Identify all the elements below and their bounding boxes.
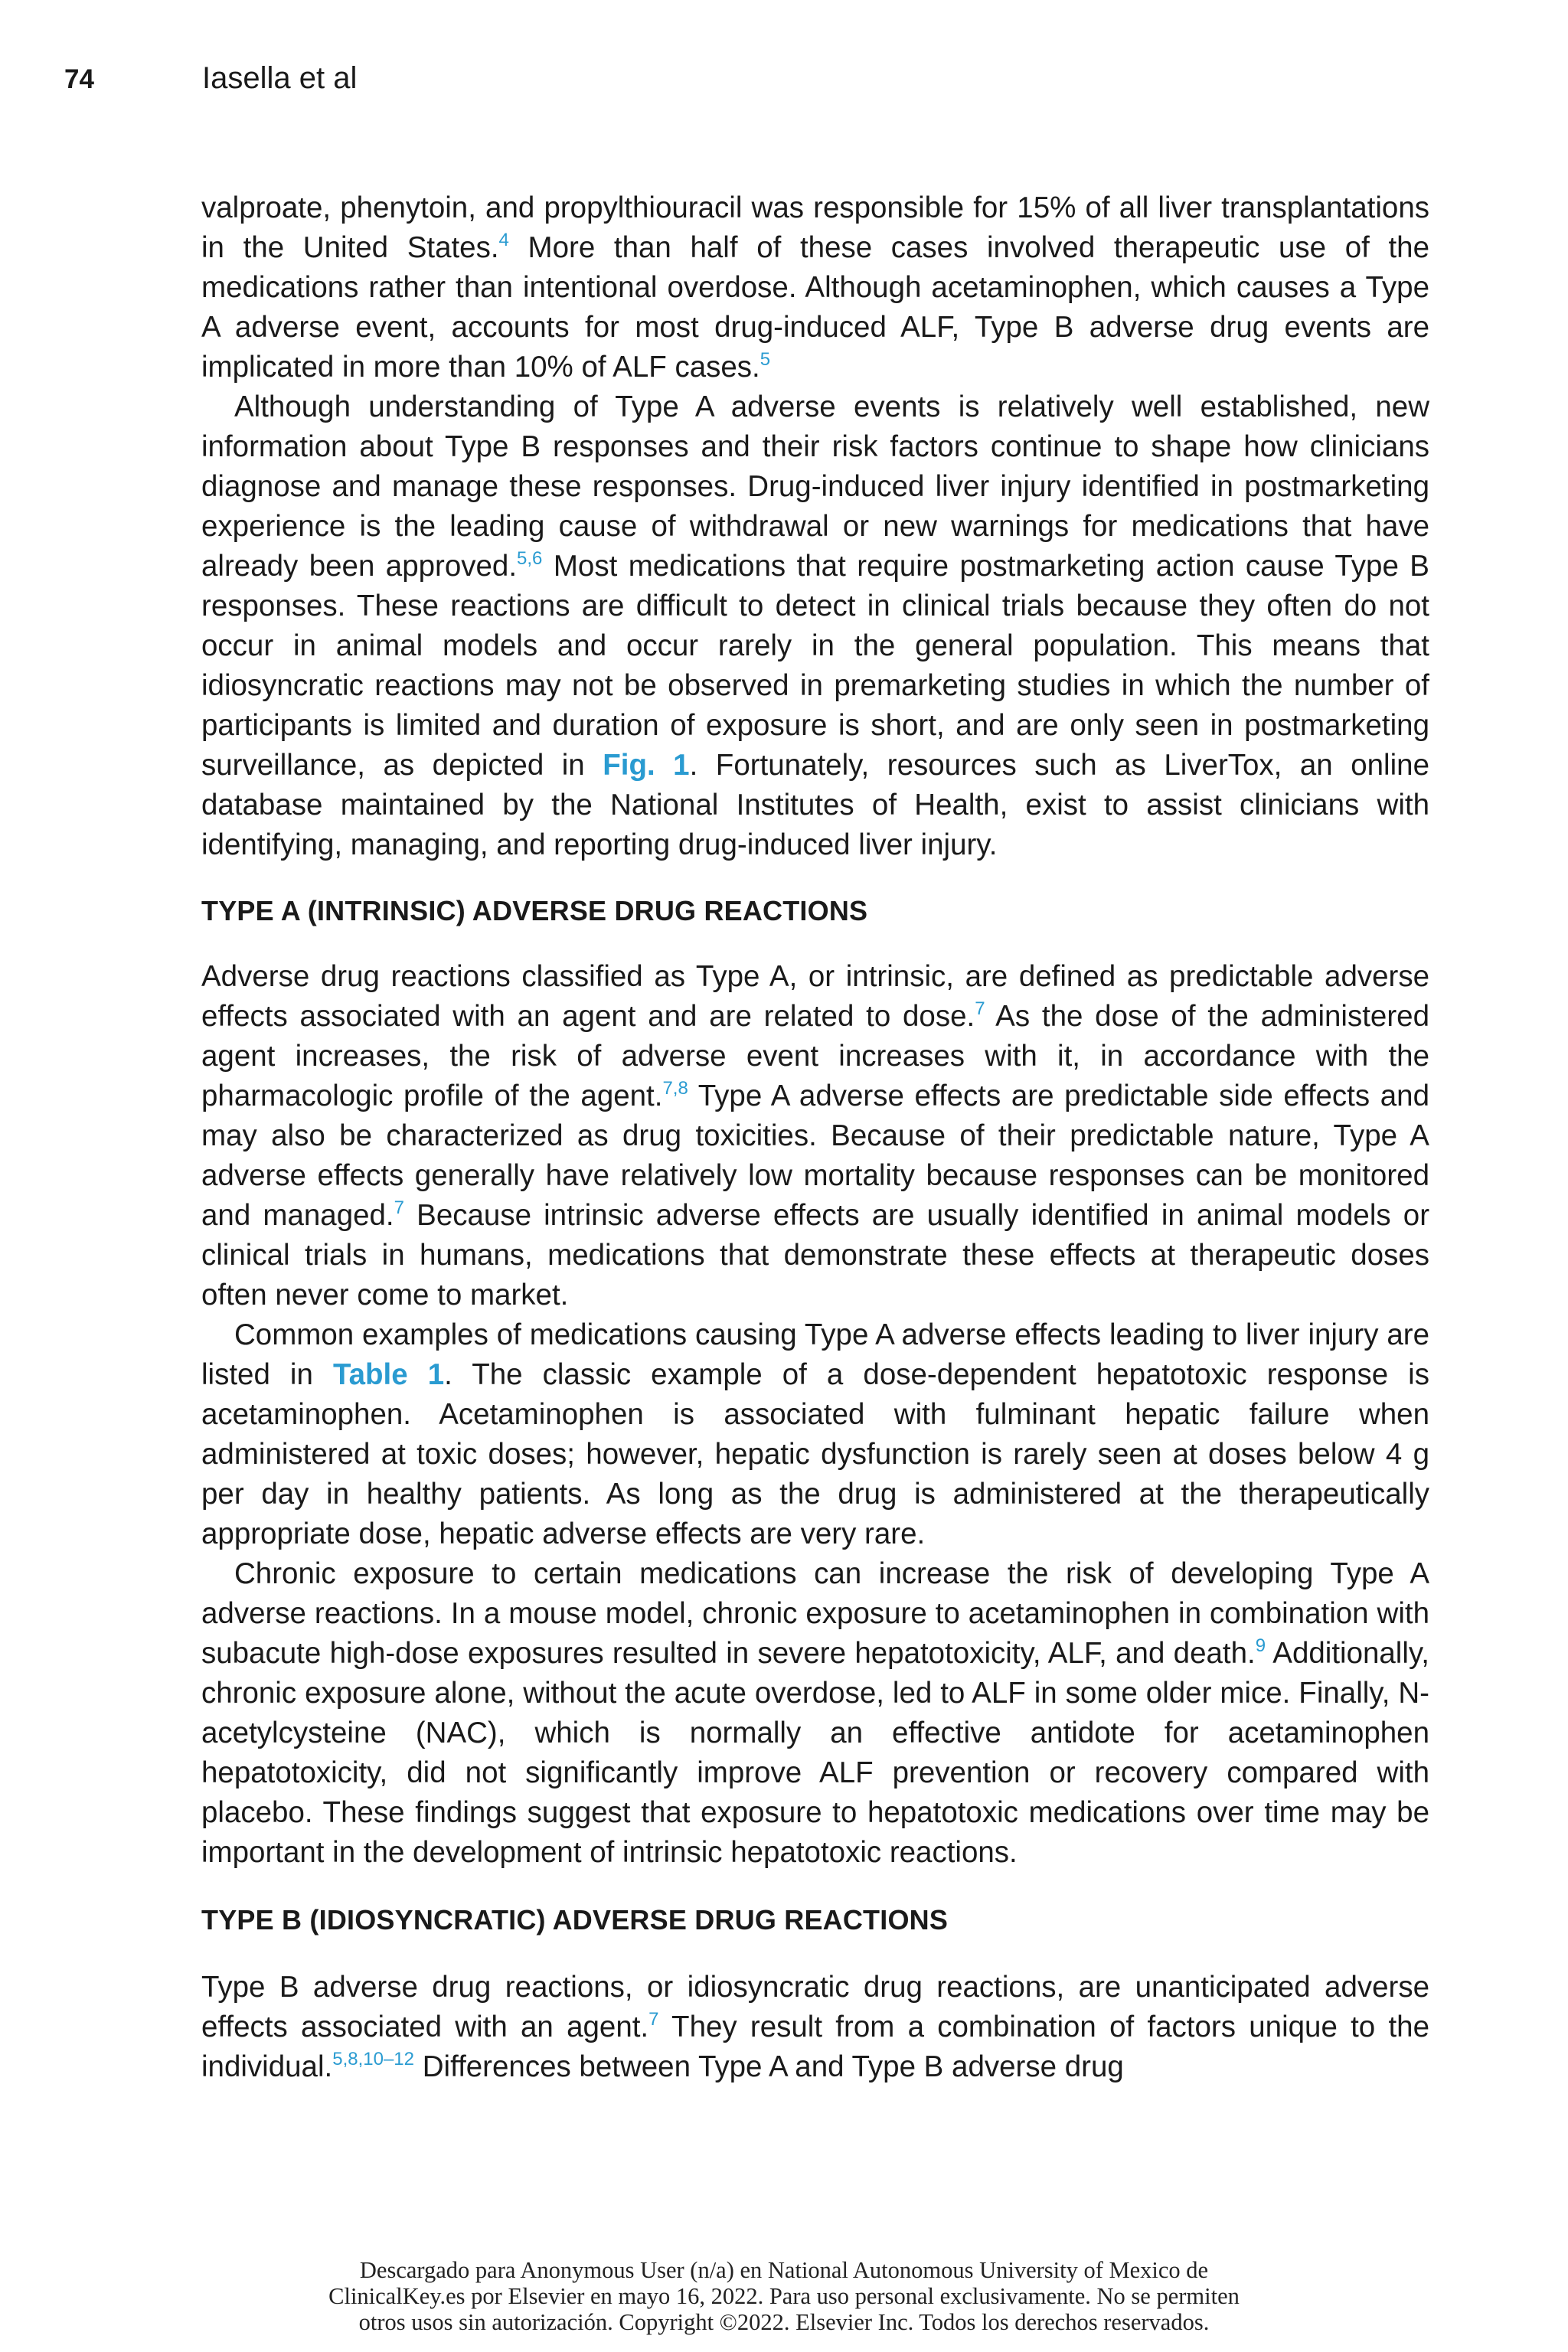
citation-ref[interactable]: 7 (648, 2009, 659, 2030)
download-notice-line: otros usos sin autorización. Copyright ©2022. Elsevier Inc. Todos los derechos reservados. (358, 2309, 1210, 2335)
download-notice-line: Descargado para Anonymous User (n/a) en National Autonomous University of Mexico de (359, 2257, 1209, 2283)
citation-ref[interactable]: 5,6 (517, 548, 543, 570)
citation-ref[interactable]: 5 (760, 349, 771, 371)
table-link[interactable]: Table 1 (332, 1358, 445, 1391)
citation-ref[interactable]: 7,8 (662, 1078, 688, 1099)
paragraph-2: Although understanding of Type A adverse events is relatively well established, new information about Type B responses and their risk factors continue to shape how clinicians diagnose and manage these responses. Drug-induced liver injury identified in postmarketing experience is the leading cause of withdrawal or new warnings for medications that have already been approved.$^{5,6}$ Most medications that require postmarketing action cause Type B responses. These reactions are difficult to detect in clinical trials because they often do not occur in animal models and occur rarely in the general population. This means that idiosyncratic reactions may not be observed in premarketing studies in which the number of participants is limited and duration of exposure is short, and are only seen in postmarketing surveillance, as depicted in Fig. 1. Fortunately, resources such as LiverTox, an online database maintained by the National Institutes of Health, exist to assist clinicians with identifying, managing, and reporting drug-induced liver injury. (201, 390, 1429, 861)
running-head: Iasella et al (202, 61, 358, 95)
citation-ref[interactable]: 4 (498, 230, 509, 251)
citation-ref[interactable]: 9 (1255, 1635, 1266, 1657)
article-body (201, 188, 1429, 2087)
citation-ref[interactable]: 7 (975, 998, 985, 1020)
citation-ref[interactable]: 5,8,10–12 (332, 2049, 415, 2070)
download-notice (0, 2257, 1568, 2335)
section-heading-type-b: TYPE B (IDIOSYNCRATIC) ADVERSE DRUG REACTIONS (201, 1904, 949, 1936)
paragraph-3: Adverse drug reactions classified as Type A, or intrinsic, are defined as predictable adverse effects associated with an agent and are related to dose.$^7$ As the dose of the administered agent increases, the risk of adverse event increases with it, in accordance with the pharmacologic profile of the agent.$^{7,8}$ Type A adverse effects are predictable side effects and may also be characterized as drug toxicities. Because of their predictable nature, Type A adverse effects generally have relatively low mortality because responses can be monitored and managed.$^7$ Because intrinsic adverse effects are usually identified in animal models or clinical trials in humans, medications that demonstrate these effects at therapeutic doses often never come to market. (201, 960, 1430, 1312)
paragraph-5: Chronic exposure to certain medications can increase the risk of developing Type A adverse reactions. In a mouse model, chronic exposure to acetaminophen in combination with subacute high-dose exposures resulted in severe hepatotoxicity, ALF, and death.$^9$ Additionally, chronic exposure alone, without the acute overdose, led to ALF in some older mice. Finally, N-acetylcysteine (NAC), which is normally an effective antidote for acetaminophen hepatotoxicity, did not significantly improve ALF prevention or recovery compared with placebo. These findings suggest that exposure to hepatotoxic medications over time may be important in the development of intrinsic hepatotoxic reactions. (201, 1557, 1430, 1869)
page-number: 74 (64, 64, 94, 94)
figure-link[interactable]: Fig. 1 (603, 749, 690, 782)
download-notice-line: ClinicalKey.es por Elsevier en mayo 16, 2022. Para uso personal exclusivamente. No se permiten (328, 2283, 1240, 2309)
citation-ref[interactable]: 7 (394, 1197, 404, 1219)
paragraph-4: Common examples of medications causing Type A adverse effects leading to liver injury are listed in Table 1. The classic example of a dose-dependent hepatotoxic response is acetaminophen. Acetaminophen is associated with fulminant hepatic failure when administered at toxic doses; however, hepatic dysfunction is rarely seen at doses below 4 g per day in healthy patients. As long as the drug is administered at the therapeutically appropriate dose, hepatic adverse effects are very rare. (201, 1318, 1429, 1550)
paragraph-6: Type B adverse drug reactions, or idiosyncratic drug reactions, are unanticipated adverse effects associated with an agent.$^7$ They result from a combination of factors unique to the individual.$^{5,8,10-12}$ Differences between Type A and Type B adverse drug (201, 1971, 1429, 2083)
section-heading-type-a: TYPE A (INTRINSIC) ADVERSE DRUG REACTIONS (201, 895, 868, 926)
paragraph-1: valproate, phenytoin, and propylthiouracil was responsible for 15% of all liver transplantations in the United States.$^4$ More than half of these cases involved therapeutic use of the medications rather than intentional overdose. Although acetaminophen, which causes a Type A adverse event, accounts for most drug-induced ALF, Type B adverse drug events are implicated in more than 10% of ALF cases.$^5$ (201, 191, 1429, 384)
